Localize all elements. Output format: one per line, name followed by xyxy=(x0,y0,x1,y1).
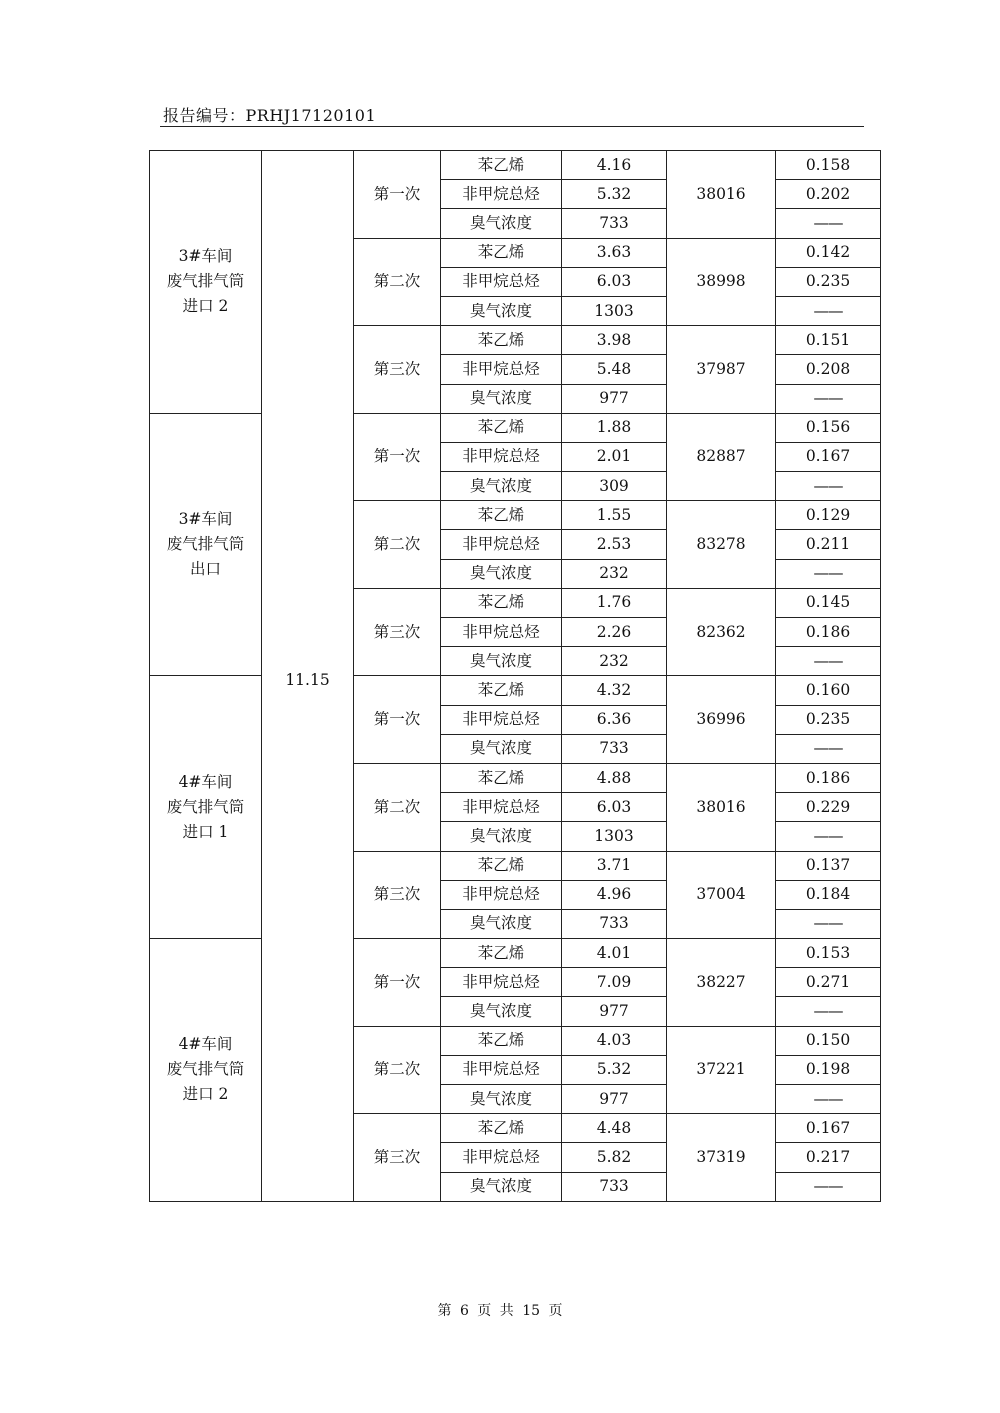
pollutant-cell: 非甲烷总烃 xyxy=(441,880,562,909)
flow-rate-cell: 38016 xyxy=(667,151,776,239)
concentration-cell: 3.63 xyxy=(562,238,667,267)
emission-rate-cell: 0.208 xyxy=(776,355,881,384)
pollutant-cell: 苯乙烯 xyxy=(441,851,562,880)
emission-rate-cell: 0.129 xyxy=(776,501,881,530)
flow-rate-cell: 37319 xyxy=(667,1114,776,1202)
sample-label-cell: 第二次 xyxy=(354,501,441,589)
emission-rate-cell: 0.186 xyxy=(776,763,881,792)
pollutant-cell: 臭气浓度 xyxy=(441,734,562,763)
emission-rate-cell: 0.160 xyxy=(776,676,881,705)
pollutant-cell: 臭气浓度 xyxy=(441,909,562,938)
concentration-cell: 977 xyxy=(562,997,667,1026)
location-name-line: 进口 1 xyxy=(182,822,229,841)
flow-rate-cell: 38227 xyxy=(667,939,776,1027)
pollutant-cell: 非甲烷总烃 xyxy=(441,1143,562,1172)
emission-rate-cell: 0.235 xyxy=(776,267,881,296)
pollutant-cell: 臭气浓度 xyxy=(441,384,562,413)
emission-rate-cell: —— xyxy=(776,209,881,238)
pollutant-cell: 苯乙烯 xyxy=(441,588,562,617)
flow-rate-cell: 36996 xyxy=(667,676,776,764)
flow-rate-cell: 82887 xyxy=(667,413,776,501)
concentration-cell: 1.55 xyxy=(562,501,667,530)
emission-rate-cell: 0.235 xyxy=(776,705,881,734)
flow-rate-cell: 37221 xyxy=(667,1026,776,1114)
emission-rate-cell: 0.153 xyxy=(776,939,881,968)
location-name-line: 废气排气筒 xyxy=(166,797,245,816)
concentration-cell: 2.53 xyxy=(562,530,667,559)
emission-rate-cell: 0.198 xyxy=(776,1055,881,1084)
pollutant-cell: 臭气浓度 xyxy=(441,647,562,676)
emission-rate-cell: 0.158 xyxy=(776,151,881,180)
concentration-cell: 5.82 xyxy=(562,1143,667,1172)
location-name-line: 4#车间 xyxy=(178,772,233,791)
emission-rate-cell: 0.184 xyxy=(776,880,881,909)
concentration-cell: 309 xyxy=(562,472,667,501)
sample-label-cell: 第一次 xyxy=(354,939,441,1027)
emission-rate-cell: 0.211 xyxy=(776,530,881,559)
table-body xyxy=(150,151,881,1202)
sample-label-cell: 第一次 xyxy=(354,676,441,764)
emission-rate-cell: 0.186 xyxy=(776,618,881,647)
sample-label-cell: 第一次 xyxy=(354,151,441,239)
pollutant-cell: 苯乙烯 xyxy=(441,238,562,267)
concentration-cell: 4.32 xyxy=(562,676,667,705)
location-cell xyxy=(150,939,262,1202)
sample-label-cell: 第三次 xyxy=(354,1114,441,1202)
flow-rate-cell: 37987 xyxy=(667,326,776,414)
pollutant-cell: 苯乙烯 xyxy=(441,326,562,355)
concentration-cell: 6.03 xyxy=(562,793,667,822)
pollutant-cell: 非甲烷总烃 xyxy=(441,442,562,471)
emission-rate-cell: —— xyxy=(776,384,881,413)
pollutant-cell: 臭气浓度 xyxy=(441,1172,562,1201)
emission-rate-cell: 0.217 xyxy=(776,1143,881,1172)
emission-rate-cell: —— xyxy=(776,296,881,325)
pollutant-cell: 苯乙烯 xyxy=(441,1114,562,1143)
table-row xyxy=(150,151,881,180)
concentration-cell: 2.26 xyxy=(562,618,667,647)
concentration-cell: 977 xyxy=(562,384,667,413)
location-cell xyxy=(150,413,262,676)
emission-rate-cell: —— xyxy=(776,997,881,1026)
concentration-cell: 232 xyxy=(562,559,667,588)
sampling-date-cell: 11.15 xyxy=(262,151,354,1202)
location-name-line: 3#车间 xyxy=(178,510,233,529)
pollutant-cell: 苯乙烯 xyxy=(441,763,562,792)
pollutant-cell: 臭气浓度 xyxy=(441,472,562,501)
location-name-line: 4#车间 xyxy=(178,1035,233,1054)
flow-rate-cell: 82362 xyxy=(667,588,776,676)
sample-label-cell: 第三次 xyxy=(354,851,441,939)
pollutant-cell: 苯乙烯 xyxy=(441,676,562,705)
flow-rate-cell: 83278 xyxy=(667,501,776,589)
concentration-cell: 4.03 xyxy=(562,1026,667,1055)
sample-label-cell: 第二次 xyxy=(354,763,441,851)
sample-label-cell: 第二次 xyxy=(354,238,441,326)
location-cell xyxy=(150,676,262,939)
location-name-line: 进口 2 xyxy=(182,297,229,316)
emission-rate-cell: 0.150 xyxy=(776,1026,881,1055)
emission-rate-cell: 0.271 xyxy=(776,968,881,997)
pollutant-cell: 臭气浓度 xyxy=(441,559,562,588)
pollutant-cell: 臭气浓度 xyxy=(441,822,562,851)
concentration-cell: 4.88 xyxy=(562,763,667,792)
emission-rate-cell: 0.142 xyxy=(776,238,881,267)
pollutant-cell: 臭气浓度 xyxy=(441,209,562,238)
concentration-cell: 733 xyxy=(562,909,667,938)
table-row xyxy=(150,413,881,442)
concentration-cell: 6.03 xyxy=(562,267,667,296)
concentration-cell: 977 xyxy=(562,1085,667,1114)
emission-rate-cell: —— xyxy=(776,559,881,588)
pollutant-cell: 非甲烷总烃 xyxy=(441,968,562,997)
pollutant-cell: 苯乙烯 xyxy=(441,151,562,180)
pollutant-cell: 臭气浓度 xyxy=(441,1085,562,1114)
concentration-cell: 1.76 xyxy=(562,588,667,617)
pollutant-cell: 非甲烷总烃 xyxy=(441,618,562,647)
concentration-cell: 1303 xyxy=(562,822,667,851)
emission-rate-cell: 0.156 xyxy=(776,413,881,442)
sample-label-cell: 第三次 xyxy=(354,588,441,676)
pollutant-cell: 臭气浓度 xyxy=(441,997,562,1026)
location-name-line: 进口 2 xyxy=(182,1085,229,1104)
pollutant-cell: 非甲烷总烃 xyxy=(441,267,562,296)
pollutant-cell: 非甲烷总烃 xyxy=(441,1055,562,1084)
concentration-cell: 6.36 xyxy=(562,705,667,734)
pollutant-cell: 非甲烷总烃 xyxy=(441,705,562,734)
concentration-cell: 232 xyxy=(562,647,667,676)
concentration-cell: 733 xyxy=(562,734,667,763)
sample-label-cell: 第一次 xyxy=(354,413,441,501)
sample-label-cell: 第三次 xyxy=(354,326,441,414)
flow-rate-cell: 38016 xyxy=(667,763,776,851)
concentration-cell: 3.98 xyxy=(562,326,667,355)
concentration-cell: 1.88 xyxy=(562,413,667,442)
location-name-line: 3#车间 xyxy=(178,247,233,266)
emission-rate-cell: 0.167 xyxy=(776,1114,881,1143)
concentration-cell: 4.48 xyxy=(562,1114,667,1143)
concentration-cell: 5.32 xyxy=(562,180,667,209)
concentration-cell: 4.01 xyxy=(562,939,667,968)
emission-rate-cell: —— xyxy=(776,472,881,501)
emission-rate-cell: —— xyxy=(776,1085,881,1114)
pollutant-cell: 非甲烷总烃 xyxy=(441,793,562,822)
concentration-cell: 7.09 xyxy=(562,968,667,997)
emission-rate-cell: —— xyxy=(776,734,881,763)
emission-rate-cell: 0.229 xyxy=(776,793,881,822)
pollutant-cell: 苯乙烯 xyxy=(441,501,562,530)
emission-rate-cell: —— xyxy=(776,909,881,938)
concentration-cell: 4.96 xyxy=(562,880,667,909)
emission-rate-cell: 0.151 xyxy=(776,326,881,355)
emission-rate-cell: —— xyxy=(776,822,881,851)
location-name-line: 废气排气筒 xyxy=(166,1060,245,1079)
emission-rate-cell: —— xyxy=(776,1172,881,1201)
pollutant-cell: 非甲烷总烃 xyxy=(441,530,562,559)
concentration-cell: 1303 xyxy=(562,296,667,325)
sample-label-cell: 第二次 xyxy=(354,1026,441,1114)
emission-rate-cell: 0.137 xyxy=(776,851,881,880)
concentration-cell: 733 xyxy=(562,209,667,238)
table-row xyxy=(150,939,881,968)
monitoring-results-table xyxy=(149,150,881,1202)
pollutant-cell: 苯乙烯 xyxy=(441,1026,562,1055)
location-name-line: 废气排气筒 xyxy=(166,272,245,291)
concentration-cell: 2.01 xyxy=(562,442,667,471)
pollutant-cell: 苯乙烯 xyxy=(441,413,562,442)
header-rule xyxy=(160,126,864,127)
flow-rate-cell: 38998 xyxy=(667,238,776,326)
emission-rate-cell: 0.145 xyxy=(776,588,881,617)
concentration-cell: 733 xyxy=(562,1172,667,1201)
pollutant-cell: 非甲烷总烃 xyxy=(441,355,562,384)
location-name-line: 废气排气筒 xyxy=(166,535,245,554)
pollutant-cell: 臭气浓度 xyxy=(441,296,562,325)
emission-rate-cell: 0.167 xyxy=(776,442,881,471)
emission-rate-cell: 0.202 xyxy=(776,180,881,209)
location-cell xyxy=(150,151,262,414)
concentration-cell: 5.32 xyxy=(562,1055,667,1084)
table-row xyxy=(150,676,881,705)
report-number: 报告编号：PRHJ17120101 xyxy=(163,106,377,125)
pollutant-cell: 苯乙烯 xyxy=(441,939,562,968)
page-number: 第 6 页 共 15 页 xyxy=(437,1303,563,1319)
concentration-cell: 5.48 xyxy=(562,355,667,384)
concentration-cell: 4.16 xyxy=(562,151,667,180)
flow-rate-cell: 37004 xyxy=(667,851,776,939)
emission-rate-cell: —— xyxy=(776,647,881,676)
concentration-cell: 3.71 xyxy=(562,851,667,880)
pollutant-cell: 非甲烷总烃 xyxy=(441,180,562,209)
location-name-line: 出口 xyxy=(189,560,221,579)
